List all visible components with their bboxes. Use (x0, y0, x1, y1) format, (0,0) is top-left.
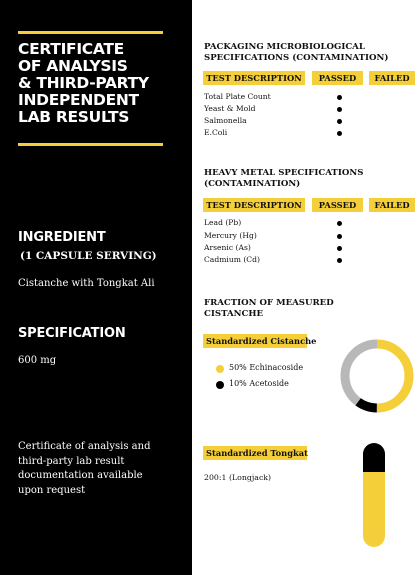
title-top-rule (18, 31, 163, 34)
micro-pass-mark (337, 95, 342, 100)
specification-heading: SPECIFICATION (18, 326, 126, 341)
metal-heading-line: HEAVY METAL SPECIFICATIONS (204, 168, 364, 178)
metal-pass-mark (337, 234, 342, 239)
micro-test-description-header: TEST DESCRIPTION (203, 71, 305, 85)
micro-heading-line: SPECIFICATIONS (CONTAMINATION) (204, 53, 389, 63)
echinacoside-legend-swatch (216, 365, 224, 373)
acetoside-legend-label: 10% Acetoside (229, 379, 289, 388)
title-line: & THIRD-PARTY (18, 74, 149, 92)
micro-pass-mark (337, 107, 342, 112)
tongkat-label: Standardized Tongkat (203, 446, 307, 460)
metal-row-label: Lead (Pb) (204, 218, 242, 227)
title-line: CERTIFICATE (18, 40, 124, 58)
title-line: OF ANALYSIS (18, 57, 128, 75)
ingredient-value: Cistanche with Tongkat Ali (18, 278, 155, 289)
metal-test-description-header: TEST DESCRIPTION (203, 198, 305, 212)
metal-failed-header: FAILED (369, 198, 415, 212)
acetoside-legend-swatch (216, 381, 224, 389)
metal-pass-mark (337, 246, 342, 251)
metal-row-label: Cadmium (Cd) (204, 255, 260, 264)
micro-row-label: Salmonella (204, 116, 247, 125)
micro-heading-line: PACKAGING MICROBIOLOGICAL (204, 42, 365, 52)
title-line: LAB RESULTS (18, 108, 130, 126)
fraction-heading (204, 298, 414, 320)
metal-row-label: Mercury (Hg) (204, 231, 257, 240)
micro-row-label: Yeast & Mold (204, 104, 256, 113)
micro-failed-header: FAILED (369, 71, 415, 85)
fraction-heading-line: FRACTION OF MEASURED (204, 298, 334, 308)
metal-heading-line: (CONTAMINATION) (204, 179, 301, 189)
note-line: upon request (18, 484, 86, 496)
left-panel (0, 0, 192, 575)
echinacoside-legend-label: 50% Echinacoside (229, 363, 304, 372)
micro-passed-header: PASSED (312, 71, 363, 85)
documentation-note (18, 440, 168, 498)
micro-row-label: E.Coli (204, 128, 228, 137)
micro-row-label: Total Plate Count (204, 92, 271, 101)
metal-pass-mark (337, 258, 342, 263)
title-line: INDEPENDENT (18, 91, 139, 109)
fraction-heading-line: CISTANCHE (204, 309, 264, 319)
metal-row-label: Arsenic (As) (204, 243, 251, 252)
note-line: third-party lab result (18, 455, 125, 467)
micro-pass-mark (337, 119, 342, 124)
ingredient-subheading: (1 CAPSULE SERVING) (20, 250, 157, 262)
metal-heading (204, 168, 414, 190)
title-bottom-rule (18, 143, 163, 146)
certificate-title (18, 41, 178, 126)
right-panel (192, 0, 416, 575)
tongkat-value: 200:1 (Longjack) (204, 473, 272, 482)
cistanche-label: Standardized Cistanche (203, 334, 307, 348)
specification-value: 600 mg (18, 355, 57, 366)
note-line: documentation available (18, 470, 143, 481)
micro-pass-mark (337, 131, 342, 136)
metal-pass-mark (337, 221, 342, 226)
micro-heading (204, 42, 414, 64)
ingredient-heading: INGREDIENT (18, 230, 106, 245)
cistanche-fraction-donut-chart (339, 338, 415, 414)
capsule-icon (362, 442, 386, 548)
note-line: Certificate of analysis and (18, 441, 151, 452)
metal-passed-header: PASSED (312, 198, 363, 212)
